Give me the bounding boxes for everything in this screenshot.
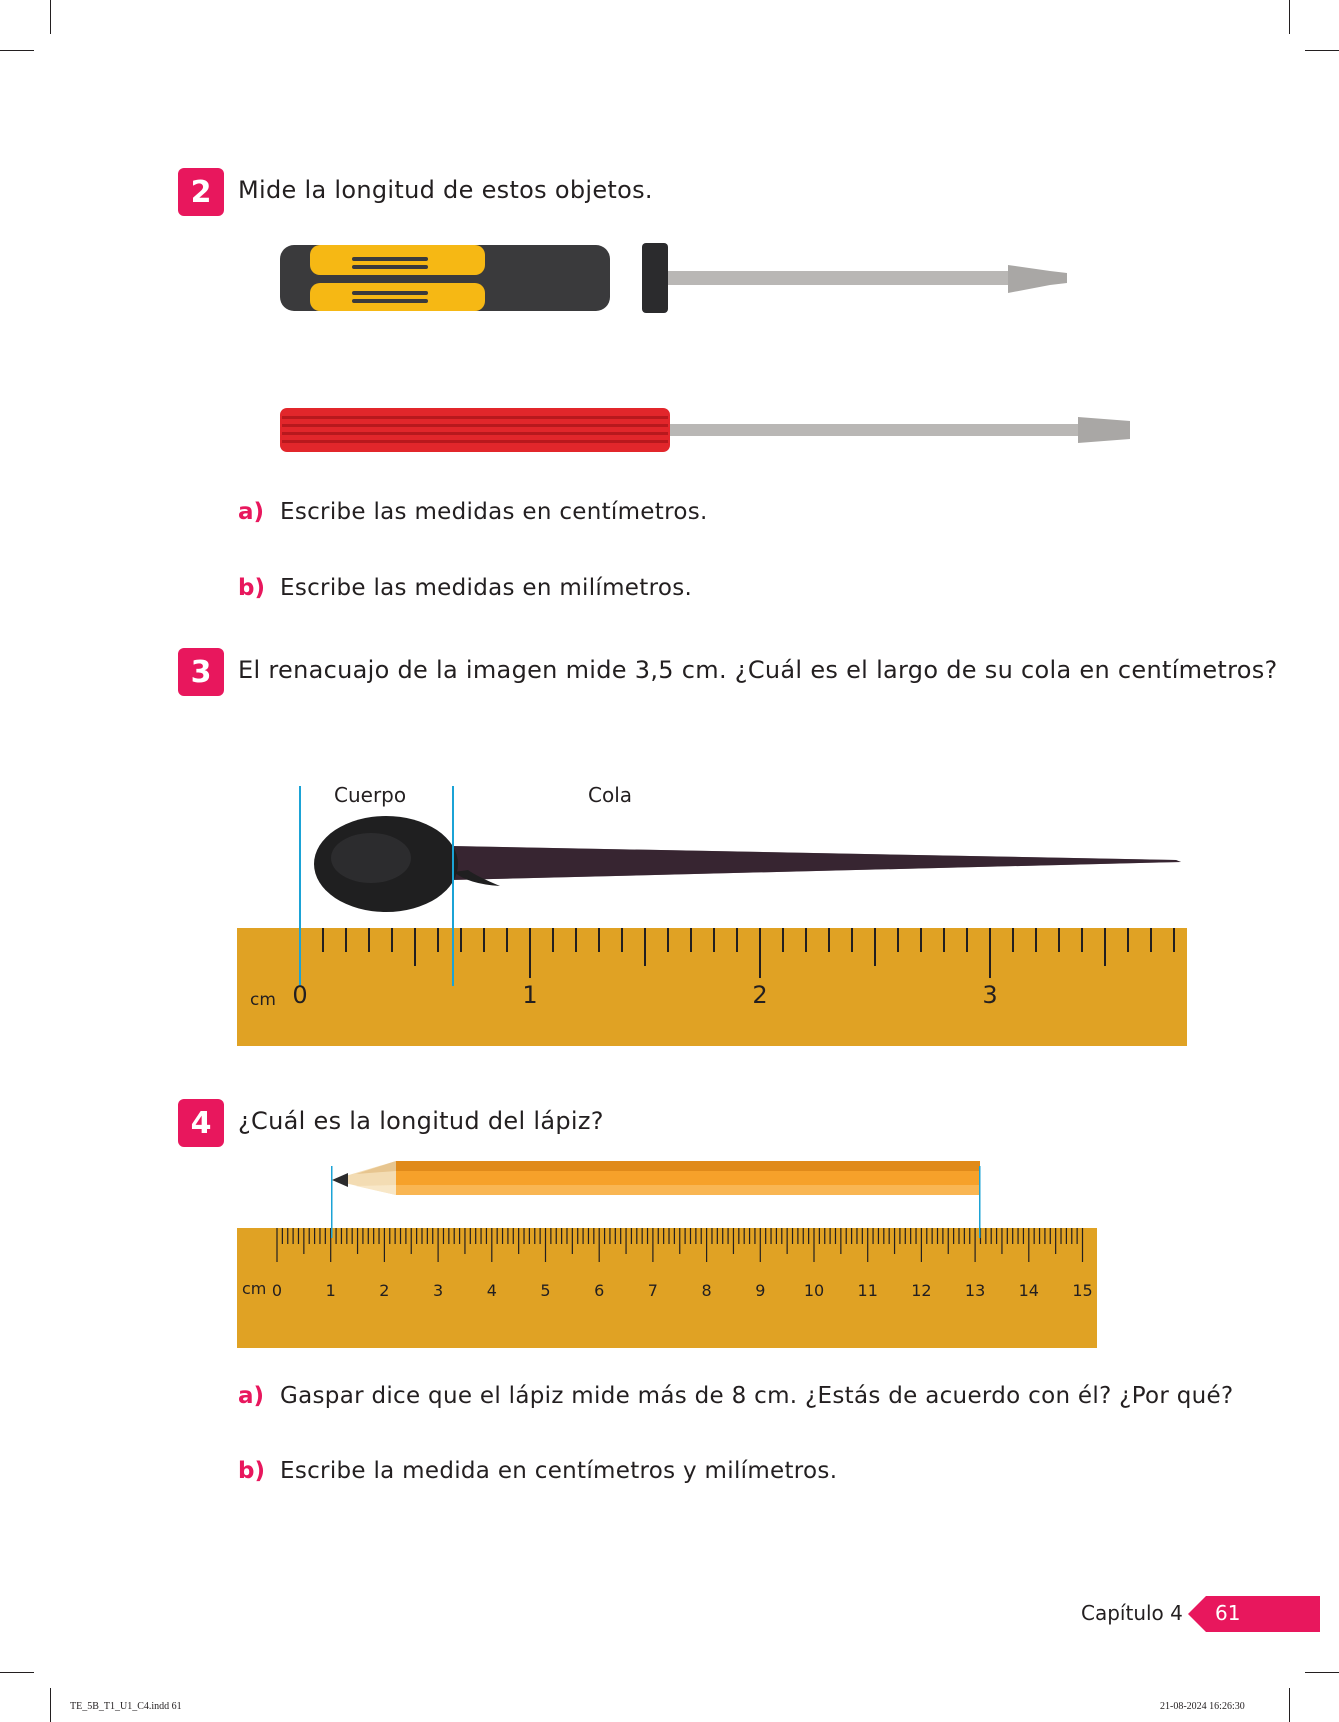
ruler-tick — [792, 1228, 793, 1244]
ruler-tick — [534, 1228, 535, 1244]
ruler-tick — [690, 1228, 691, 1244]
ruler-tick — [1077, 1228, 1078, 1244]
q4-b-text: Escribe la medida en centímetros y milímetros. — [280, 1458, 838, 1484]
ruler-tick — [690, 928, 692, 952]
ruler-unit: cm — [242, 1279, 267, 1298]
ruler-tick — [727, 1228, 728, 1244]
ruler-tick — [647, 1228, 648, 1244]
ruler-tick — [830, 1228, 831, 1244]
ruler-tick — [506, 928, 508, 952]
ruler-tick — [464, 1228, 465, 1254]
ruler-number: 2 — [752, 981, 768, 1009]
ruler-tick — [878, 1228, 879, 1244]
ruler-tick — [636, 1228, 637, 1244]
ruler-tick — [566, 1228, 567, 1244]
ruler-tick — [915, 1228, 916, 1244]
question-3-text: El renacuajo de la imagen mide 3,5 cm. ¿Cuál es el largo de su cola en centímetros? — [238, 656, 1278, 684]
ruler-tick — [1023, 1228, 1024, 1244]
ruler-tick — [953, 1228, 954, 1244]
ruler-tick — [781, 1228, 782, 1244]
ruler-tick — [1104, 928, 1106, 966]
ruler-number: 1 — [325, 1281, 336, 1300]
ruler-tick — [475, 1228, 476, 1244]
ruler-tick — [958, 1228, 959, 1244]
ruler-tick — [813, 1228, 814, 1262]
ruler-tick — [411, 1228, 412, 1254]
ruler-tick — [1035, 928, 1037, 952]
crop-mark — [1305, 50, 1339, 51]
ruler-tick — [1034, 1228, 1035, 1244]
ruler-tick — [448, 1228, 449, 1244]
ruler-number: 1 — [522, 981, 538, 1009]
ruler-tick — [644, 928, 646, 966]
ruler-tick — [540, 1228, 541, 1244]
ruler-tick — [776, 1228, 777, 1244]
ruler-tick — [395, 1228, 396, 1244]
ruler-tick — [545, 1228, 546, 1262]
ruler-tick — [523, 1228, 524, 1244]
ruler-tick — [1012, 928, 1014, 952]
ruler-tick — [459, 1228, 460, 1244]
ruler-number: 8 — [701, 1281, 712, 1300]
ruler-tick — [575, 928, 577, 952]
ruler-tick — [1017, 1228, 1018, 1244]
crop-mark — [1289, 1688, 1290, 1722]
ruler-tick — [1058, 928, 1060, 952]
ruler-number: 5 — [540, 1281, 551, 1300]
ruler-tick — [819, 1228, 820, 1244]
ruler-tick — [460, 928, 462, 952]
ruler-tick — [378, 1228, 379, 1244]
ruler-tick — [346, 1228, 347, 1244]
ruler-tick — [373, 1228, 374, 1244]
ruler-tick — [625, 1228, 626, 1254]
ruler-tick — [722, 1228, 723, 1244]
q2-a-label: a) — [238, 499, 265, 525]
ruler-tick — [303, 1228, 304, 1254]
ruler-tick — [507, 1228, 508, 1244]
ruler-tick — [1007, 1228, 1008, 1244]
question-4-text: ¿Cuál es la longitud del lápiz? — [238, 1107, 604, 1135]
ruler-tick — [276, 1228, 277, 1262]
ruler-tick — [604, 1228, 605, 1244]
question-2-text: Mide la longitud de estos objetos. — [238, 176, 653, 204]
ruler-tick — [894, 1228, 895, 1254]
ruler-tick — [851, 928, 853, 952]
ruler-tick — [384, 1228, 385, 1262]
ruler-number: 10 — [803, 1281, 825, 1300]
ruler-tick — [443, 1228, 444, 1244]
ruler-tick — [1039, 1228, 1040, 1244]
ruler-tick — [846, 1228, 847, 1244]
ruler-tick — [438, 1228, 439, 1262]
ruler-tick — [835, 1228, 836, 1244]
ruler-tick — [454, 1228, 455, 1244]
ruler-tick — [897, 928, 899, 952]
ruler-tick — [1050, 1228, 1051, 1244]
ruler-tick — [1071, 1228, 1072, 1244]
ruler-number: 3 — [433, 1281, 444, 1300]
ruler-tick — [652, 1228, 653, 1262]
ruler-tick — [942, 1228, 943, 1244]
ruler-tick — [1066, 1228, 1067, 1244]
ruler-number: 3 — [982, 981, 998, 1009]
tail-label: Cola — [588, 783, 633, 807]
ruler-tick — [561, 1228, 562, 1244]
ruler-tick — [872, 1228, 873, 1244]
ruler-tick — [405, 1228, 406, 1244]
ruler-tick — [674, 1228, 675, 1244]
ruler-tick — [368, 928, 370, 952]
pencil-icon — [332, 1161, 980, 1195]
ruler-tick — [631, 1228, 632, 1244]
ruler-tick — [749, 1228, 750, 1244]
ruler-tick — [1060, 1228, 1061, 1244]
ruler-tick — [287, 1228, 288, 1244]
ruler-tick — [599, 1228, 600, 1262]
ruler-tick — [899, 1228, 900, 1244]
ruler-tick — [663, 1228, 664, 1244]
ruler-tick — [744, 1228, 745, 1244]
ruler-number: 0 — [292, 981, 308, 1009]
ruler-tick — [621, 928, 623, 952]
ruler-number: 9 — [755, 1281, 766, 1300]
ruler-tick — [582, 1228, 583, 1244]
ruler-tick — [368, 1228, 369, 1244]
ruler-tick — [733, 1228, 734, 1254]
ruler-tick — [808, 1228, 809, 1244]
tadpole-icon — [314, 816, 1181, 912]
red-screwdriver-icon — [280, 408, 1130, 452]
ruler-tick — [862, 1228, 863, 1244]
ruler-tick — [615, 1228, 616, 1244]
ruler-tick — [787, 1228, 788, 1254]
ruler-number: 13 — [964, 1281, 986, 1300]
question-number-3: 3 — [178, 648, 224, 696]
ruler-tick — [969, 1228, 970, 1244]
ruler-tick — [432, 1228, 433, 1244]
ruler-tick — [1173, 928, 1175, 952]
ruler-tick — [529, 1228, 530, 1244]
crop-mark — [1289, 0, 1290, 34]
ruler-tick — [529, 928, 531, 978]
ruler-tick — [513, 1228, 514, 1244]
ruler-tick — [345, 928, 347, 952]
ruler-tick — [325, 1228, 326, 1244]
ruler-tick — [805, 928, 807, 952]
ruler-tick — [685, 1228, 686, 1244]
ruler-tick — [282, 1228, 283, 1244]
ruler-tick — [341, 1228, 342, 1244]
ruler-tick — [840, 1228, 841, 1254]
ruler-tick — [588, 1228, 589, 1244]
ruler-tick — [989, 928, 991, 978]
q2-b-label: b) — [238, 575, 265, 601]
crop-mark — [0, 50, 34, 51]
ruler-tick — [421, 1228, 422, 1244]
ruler-number: 0 — [271, 1281, 283, 1300]
ruler-number: 2 — [379, 1281, 390, 1300]
ruler-tick — [975, 1228, 976, 1262]
ruler-tick — [480, 1228, 481, 1244]
ruler-tick — [874, 928, 876, 966]
ruler-tick — [483, 928, 485, 952]
ruler-tick — [667, 928, 669, 952]
ruler-tick — [1028, 1228, 1029, 1262]
ruler-tick — [556, 1228, 557, 1244]
ruler-tick — [695, 1228, 696, 1244]
ruler-tick — [1012, 1228, 1013, 1244]
ruler-tick — [414, 928, 416, 966]
yellow-screwdriver-icon — [280, 243, 1067, 313]
ruler-tick — [932, 1228, 933, 1244]
question-number-2: 2 — [178, 168, 224, 216]
ruler-tick — [1055, 1228, 1056, 1254]
ruler-tick — [335, 1228, 336, 1244]
ruler-number: 4 — [486, 1281, 497, 1300]
ruler-number: 7 — [647, 1281, 658, 1300]
crop-mark — [0, 1672, 34, 1673]
ruler-tick — [926, 1228, 927, 1244]
body-end-guide — [452, 786, 454, 986]
body-start-guide — [299, 786, 301, 986]
ruler-tick — [943, 928, 945, 952]
q2-b-text: Escribe las medidas en milímetros. — [280, 575, 693, 601]
ruler-tick — [427, 1228, 428, 1244]
screwdrivers-illustration — [270, 235, 1130, 465]
ruler-tick — [658, 1228, 659, 1244]
ruler-tick — [883, 1228, 884, 1244]
ruler-tick — [828, 928, 830, 952]
ruler-tick — [856, 1228, 857, 1244]
ruler-tick — [985, 1228, 986, 1244]
page-number-tab — [1188, 1596, 1320, 1632]
ruler-tick — [1001, 1228, 1002, 1254]
body-label: Cuerpo — [334, 783, 407, 807]
ruler-tick — [966, 928, 968, 952]
ruler-tick — [486, 1228, 487, 1244]
ruler-tick — [598, 928, 600, 952]
ruler-tick — [362, 1228, 363, 1244]
ruler-tick — [754, 1228, 755, 1244]
ruler-tick — [991, 1228, 992, 1244]
page-number: 61 — [1215, 1601, 1241, 1625]
ruler-tick — [905, 1228, 906, 1244]
ruler-tick — [572, 1228, 573, 1254]
chapter-label: Capítulo 4 — [1081, 1601, 1183, 1625]
ruler-tick — [552, 928, 554, 952]
ruler-tick — [609, 1228, 610, 1244]
ruler-tick — [416, 1228, 417, 1244]
ruler-tick — [964, 1228, 965, 1244]
ruler-tick — [593, 1228, 594, 1244]
ruler-tick — [920, 928, 922, 952]
ruler-tick — [713, 928, 715, 952]
ruler-tick — [1150, 928, 1152, 952]
ruler-tick — [797, 1228, 798, 1244]
crop-mark — [50, 0, 51, 34]
ruler-tick — [389, 1228, 390, 1244]
q4-b-label: b) — [238, 1458, 265, 1484]
ruler-3 — [237, 928, 1187, 1046]
ruler-tick — [701, 1228, 702, 1244]
ruler-tick — [996, 1228, 997, 1244]
q4-a-text: Gaspar dice que el lápiz mide más de 8 cm. ¿Estás de acuerdo con él? ¿Por qué? — [280, 1383, 1234, 1409]
ruler-tick — [824, 1228, 825, 1244]
ruler-tick — [782, 928, 784, 952]
ruler-tick — [889, 1228, 890, 1244]
ruler-tick — [577, 1228, 578, 1244]
ruler-tick — [322, 928, 324, 952]
ruler-tick — [1127, 928, 1129, 952]
ruler-tick — [497, 1228, 498, 1244]
ruler-unit: cm — [250, 990, 276, 1010]
slug-timestamp: 21-08-2024 16:26:30 — [1160, 1701, 1245, 1712]
question-number-4: 4 — [178, 1099, 224, 1147]
ruler-tick — [851, 1228, 852, 1244]
ruler-tick — [319, 1228, 320, 1244]
ruler-tick — [867, 1228, 868, 1262]
ruler-tick — [910, 1228, 911, 1244]
ruler-tick — [314, 1228, 315, 1244]
ruler-tick — [357, 1228, 358, 1254]
ruler-tick — [1082, 1228, 1083, 1262]
ruler-tick — [717, 1228, 718, 1244]
ruler-tick — [679, 1228, 680, 1254]
pencil-ruler-figure — [236, 1158, 1098, 1350]
ruler-tick — [309, 1228, 310, 1244]
ruler-tick — [706, 1228, 707, 1262]
ruler-tick — [298, 1228, 299, 1244]
ruler-number: 14 — [1018, 1281, 1039, 1300]
ruler-tick — [1081, 928, 1083, 952]
ruler-tick — [711, 1228, 712, 1244]
ruler-tick — [738, 1228, 739, 1244]
ruler-tick — [948, 1228, 949, 1254]
ruler-tick — [803, 1228, 804, 1244]
ruler-number: 15 — [1072, 1281, 1093, 1300]
ruler-tick — [1044, 1228, 1045, 1244]
slug-filename: TE_5B_T1_U1_C4.indd 61 — [70, 1701, 182, 1712]
ruler-number: 6 — [594, 1281, 605, 1300]
ruler-tick — [352, 1228, 353, 1244]
ruler-tick — [770, 1228, 771, 1244]
ruler-number: 11 — [857, 1281, 878, 1300]
ruler-tick — [937, 1228, 938, 1244]
ruler-tick — [668, 1228, 669, 1244]
tadpole-ruler-figure — [236, 780, 1188, 1050]
ruler-number: 12 — [911, 1281, 932, 1300]
ruler-tick — [760, 1228, 761, 1262]
crop-mark — [1305, 1672, 1339, 1673]
ruler-tick — [765, 1228, 766, 1244]
ruler-tick — [437, 928, 439, 952]
q4-a-label: a) — [238, 1383, 265, 1409]
ruler-tick — [620, 1228, 621, 1244]
ruler-tick — [642, 1228, 643, 1244]
ruler-tick — [921, 1228, 922, 1262]
ruler-tick — [400, 1228, 401, 1244]
pencil-end-guide — [979, 1166, 981, 1238]
crop-mark — [50, 1688, 51, 1722]
ruler-tick — [759, 928, 761, 978]
ruler-tick — [550, 1228, 551, 1244]
ruler-tick — [293, 1228, 294, 1244]
ruler-tick — [736, 928, 738, 952]
pencil-start-guide — [331, 1166, 333, 1238]
ruler-tick — [518, 1228, 519, 1254]
ruler-tick — [391, 928, 393, 952]
ruler-tick — [502, 1228, 503, 1244]
ruler-tick — [470, 1228, 471, 1244]
q2-a-text: Escribe las medidas en centímetros. — [280, 499, 708, 525]
ruler-tick — [491, 1228, 492, 1262]
